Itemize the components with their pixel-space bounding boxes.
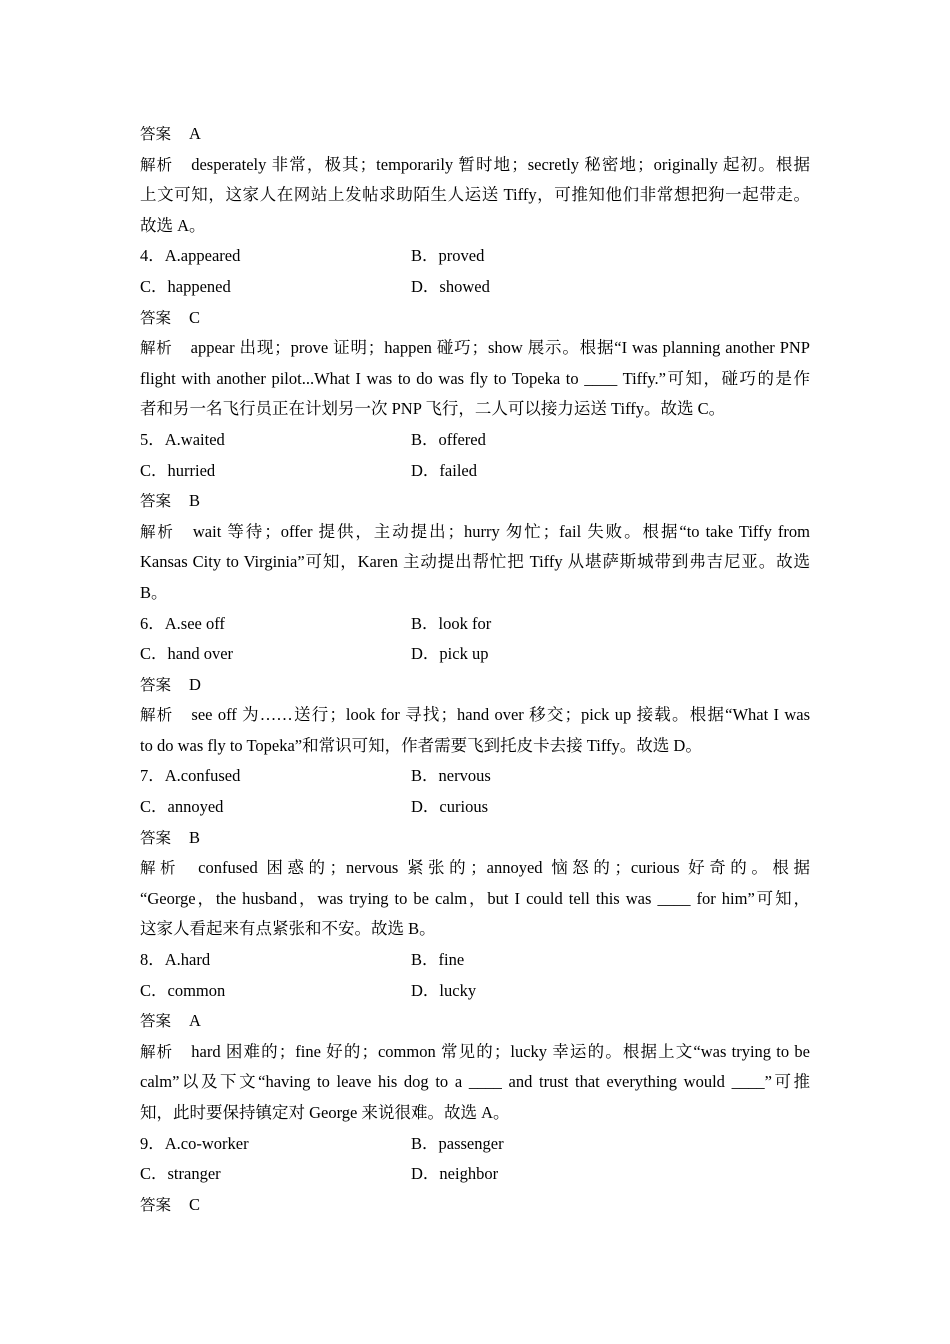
- option-right: B．look for: [411, 613, 492, 633]
- explanation-line: [140, 547, 810, 578]
- option-right: B．nervous: [411, 766, 491, 786]
- option-right: B．fine: [411, 950, 465, 970]
- explanation-text: to do was fly to Topeka”和常识可知，作者需要飞到托皮卡去接 Tiffy。故选 D。: [140, 735, 702, 755]
- document-page: [140, 119, 810, 1220]
- explanation-text: wait 等待；offer 提供，主动提出；hurry 匆忙；fail 失败。根据“to take Tiffy from: [192, 521, 810, 541]
- explanation-label: 解析: [140, 1042, 174, 1061]
- explanation-text: see off 为……送行；look for 寻找；hand over 移交；pick up 接载。根据“What I was: [191, 705, 810, 725]
- explanation-text: hard 困难的；fine 好的；common 常见的；lucky 幸运的。根据上文“was trying to be: [191, 1041, 810, 1061]
- answer-value: A: [189, 1011, 201, 1031]
- option-left: C．common: [140, 980, 226, 1000]
- explanation-line: [140, 1098, 810, 1129]
- explanation-text: 故选 A。: [140, 215, 206, 235]
- answer-value: A: [189, 124, 201, 143]
- option-right: D．lucky: [411, 980, 477, 1000]
- option-left: C．hand over: [140, 644, 234, 664]
- answer-label: 答案: [140, 828, 172, 847]
- explanation-label: 解析: [140, 522, 175, 541]
- answer-line: [140, 823, 810, 854]
- explanation-line: [140, 1037, 810, 1068]
- answer-line: [140, 670, 810, 701]
- option-right: B．proved: [411, 246, 485, 266]
- option-left: C．annoyed: [140, 797, 224, 817]
- explanation-text: 者和另一名飞行员正在计划另一次 PNP 飞行，二人可以接力运送 Tiffy。故选 C。: [140, 399, 726, 419]
- option-row: [140, 1159, 810, 1190]
- option-left: 8．A.hard: [140, 950, 211, 970]
- explanation-text: flight with another pilot...What I was to do was fly to Topeka to ____ Tiffy.”可知，碰巧的是作: [140, 368, 810, 388]
- answer-line: [140, 1006, 810, 1037]
- answer-line: [140, 1190, 810, 1221]
- explanation-text: “George，the husband，was trying to be calm，but I could tell this was ____ for him”可知，: [140, 888, 810, 908]
- explanation-text: 上文可知，这家人在网站上发帖求助陌生人运送 Tiffy，可推知他们非常想把狗一起带走。: [140, 185, 810, 205]
- option-row: [140, 609, 810, 640]
- explanation-line: [140, 731, 810, 762]
- explanation-text: 知，此时要保持镇定对 George 来说很难。故选 A。: [140, 1103, 510, 1122]
- answer-value: C: [189, 307, 201, 327]
- answer-line: [140, 303, 810, 334]
- answer-line: [140, 486, 810, 517]
- explanation-line: [140, 884, 810, 915]
- option-left: C．hurried: [140, 460, 216, 480]
- explanation-text: Kansas City to Virginia”可知，Karen 主动提出帮忙把 Tiffy 从堪萨斯城带到弗吉尼亚。故选: [140, 552, 810, 572]
- explanation-line: [140, 517, 810, 548]
- answer-value: D: [189, 674, 201, 694]
- answer-label: 答案: [140, 308, 172, 327]
- explanation-line: [140, 700, 810, 731]
- option-right: B．offered: [411, 429, 486, 449]
- answer-label: 答案: [140, 1195, 172, 1214]
- explanation-text: desperately 非常，极其；temporarily 暂时地；secretly 秘密地；originally 起初。根据: [191, 154, 810, 174]
- option-right: D．neighbor: [411, 1164, 499, 1184]
- option-right: D．failed: [411, 460, 477, 480]
- option-row: [140, 425, 810, 456]
- option-row: [140, 976, 810, 1007]
- answer-label: 答案: [140, 125, 172, 143]
- explanation-line: [140, 853, 810, 884]
- explanation-label: 解析: [140, 155, 174, 174]
- option-row: [140, 241, 810, 272]
- explanation-label: 解析: [140, 339, 173, 358]
- explanation-text: confused 困惑的；nervous 紧张的；annoyed 恼怒的；curious 好奇的。根据: [198, 858, 810, 878]
- option-left: 4．A.appeared: [140, 246, 241, 266]
- explanation-text: 这家人看起来有点紧张和不安。故选 B。: [140, 919, 436, 939]
- explanation-line: [140, 364, 810, 395]
- option-row: [140, 456, 810, 487]
- answer-value: B: [189, 491, 201, 511]
- explanation-label: 解析: [140, 859, 181, 878]
- option-left: C．happened: [140, 276, 231, 296]
- explanation-line: [140, 180, 810, 211]
- explanation-line: [140, 914, 810, 945]
- answer-value: C: [189, 1194, 201, 1214]
- answer-label: 答案: [140, 675, 172, 694]
- explanation-line: [140, 333, 810, 364]
- option-left: 6．A.see off: [140, 613, 225, 633]
- option-right: D．showed: [411, 276, 490, 296]
- option-row: [140, 761, 810, 792]
- option-left: 5．A.waited: [140, 429, 225, 449]
- option-row: [140, 639, 810, 670]
- option-left: C．stranger: [140, 1164, 221, 1184]
- answer-label: 答案: [140, 492, 172, 511]
- option-right: D．pick up: [411, 644, 489, 664]
- option-right: B．passenger: [411, 1133, 504, 1153]
- explanation-line: [140, 578, 810, 609]
- explanation-text: B。: [140, 582, 168, 602]
- option-left: 9．A.co-worker: [140, 1133, 249, 1153]
- explanation-label: 解析: [140, 706, 174, 725]
- explanation-line: [140, 394, 810, 425]
- explanation-line: [140, 211, 810, 242]
- explanation-text: calm”以及下文“having to leave his dog to a ____ and trust that everything would ____”可推: [140, 1072, 810, 1092]
- explanation-text: appear 出现；prove 证明；happen 碰巧；show 展示。根据“I was planning another PNP: [190, 338, 810, 358]
- answer-line: [140, 119, 810, 150]
- option-left: 7．A.confused: [140, 766, 241, 786]
- option-row: [140, 945, 810, 976]
- option-right: D．curious: [411, 797, 488, 817]
- option-row: [140, 272, 810, 303]
- option-row: [140, 792, 810, 823]
- explanation-line: [140, 1067, 810, 1098]
- option-row: [140, 1129, 810, 1160]
- answer-label: 答案: [140, 1012, 172, 1031]
- answer-value: B: [189, 827, 201, 847]
- explanation-line: [140, 150, 810, 181]
